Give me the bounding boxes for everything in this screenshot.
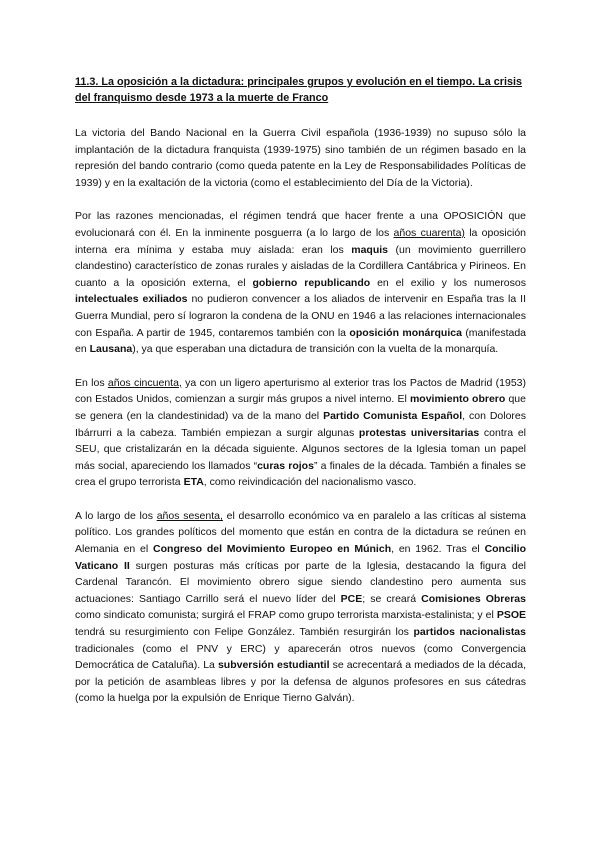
- paragraph: [75, 208, 526, 357]
- text-run: ), ya que esperaban una dictadura de transición con la vuelta de la monarquía.: [132, 343, 499, 356]
- paragraph: [75, 375, 526, 491]
- bold-term: Concilio Vaticano II: [75, 543, 526, 572]
- text-run: (manifestada en: [75, 326, 527, 356]
- bold-term: oposición monárquica: [349, 326, 462, 339]
- bold-term: Comisiones Obreras: [421, 592, 526, 605]
- text-run: En los: [75, 376, 108, 389]
- bold-term: subversión estudiantil: [217, 659, 330, 672]
- underlined-term: años cuarenta): [393, 226, 465, 239]
- text-run: ya con un ligero aperturismo al exterior tras los Pactos de Madrid (1953) con Estados Unidos, comienzan a surgir más grupos a nivel interno. El: [75, 376, 526, 406]
- text-run: ” a finales de la década. También a finales se crea el grupo terrorista: [75, 459, 526, 489]
- underlined-term: años cincuenta,: [107, 376, 182, 389]
- document-body: [75, 125, 526, 707]
- text-run: , como reivindicación del nacionalismo vasco.: [203, 476, 417, 489]
- text-run: Por las razones mencionadas, el régimen tendrá que hacer frente a una OPOSICIÓN que evolucionará con él. En la inminente posguerra (a lo largo de los: [75, 210, 526, 239]
- text-run: el desarrollo económico va en paralelo a las críticas al sistema político. Los grandes políticos del momento que están en contra de la dictadura se reúnen en Alemania en el: [75, 509, 526, 556]
- text-run: contra el SEU, que cristalizarán en la década siguiente. Algunos sectores de la Iglesia toman un papel más social, apareciendo los llamados “: [75, 426, 526, 472]
- text-run: surgen posturas más críticas por parte de la Iglesia, destacando la figura del Cardenal Tarancón. El movimiento obrero sigue siendo clandestino pero aumenta sus actuaciones: Santiago Carrillo será el nuevo líder del: [75, 559, 526, 605]
- text-run: , con Dolores Ibárrurri a la cabeza. También empiezan a surgir algunas: [75, 409, 526, 439]
- text-run: que se genera (en la clandestinidad) va de la mano del: [75, 393, 526, 422]
- bold-term: Partido Comunista Español: [323, 409, 463, 422]
- bold-term: curas rojos: [257, 459, 314, 472]
- bold-term: Congreso del Movimiento Europeo en Múnich: [153, 543, 392, 556]
- text-run: tradicionales (como el PNV y ERC) y aparecerán otros nuevos (como Convergencia Democrática de Cataluña). La: [75, 642, 526, 672]
- bold-term: ETA: [183, 476, 204, 489]
- text-run: ; se creará: [362, 592, 422, 605]
- text-run: en el exilio y los numerosos: [370, 276, 526, 289]
- text-run: la oposición interna era mínima y estaba muy aislada: eran los: [75, 226, 527, 256]
- bold-term: PCE: [340, 592, 363, 605]
- paragraph: [75, 508, 526, 707]
- text-run: se acrecentará a mediados de la década, por la petición de asambleas libres y por la defensa de algunos profesores en sus cátedras (como la huelga por la expulsión de Enrique Tierno Galván).: [75, 659, 526, 705]
- bold-term: protestas universitarias: [358, 426, 480, 439]
- text-run: como sindicato comunista; surgirá el FRAP como grupo terrorista marxista-estalinista; y el: [75, 609, 497, 622]
- paragraph: [75, 125, 526, 191]
- bold-term: partidos nacionalistas: [413, 626, 526, 639]
- text-run: no pudieron convencer a los aliados de intervenir en España tras la II Guerra Mundial, pero sí lograron la condena de la ONU en 1946 a las relaciones internacionales con España. A partir de 1945, contaremos también con la: [75, 293, 526, 339]
- bold-term: intelectuales exiliados: [75, 293, 188, 306]
- document-title: 11.3. La oposición a la dictadura: principales grupos y evolución en el tiempo. La crisis del franquismo desde 1973 a la muerte de Franco: [75, 76, 523, 104]
- text-run: A lo largo de los: [75, 509, 157, 522]
- bold-term: maquis: [351, 243, 389, 256]
- text-run: (un movimiento guerrillero clandestino) característico de zonas rurales y aisladas de la Cordillera Cantábrica y Pirineos. En cuanto a la oposición externa, el: [75, 243, 526, 289]
- bold-term: movimiento obrero: [409, 393, 506, 406]
- bold-term: gobierno republicando: [252, 276, 371, 289]
- bold-term: Lausana: [89, 343, 133, 356]
- text-run: , en 1962. Tras el: [391, 543, 485, 556]
- bold-term: PSOE: [496, 609, 526, 622]
- underlined-term: años sesenta,: [156, 509, 223, 522]
- text-run: tendrá su resurgimiento con Felipe González. También resurgirán los: [75, 626, 414, 639]
- text-run: La victoria del Bando Nacional en la Guerra Civil española (1936-1939) no supuso sólo la implantación de la dictadura franquista (1939-1975) sino también de un régimen basado en la represión del bando contrario (como queda patente en la Ley de Responsabilidades Políticas de 1939) y en la exaltación de la victoria (como el establecimiento del Día de la Victoria).: [75, 127, 526, 189]
